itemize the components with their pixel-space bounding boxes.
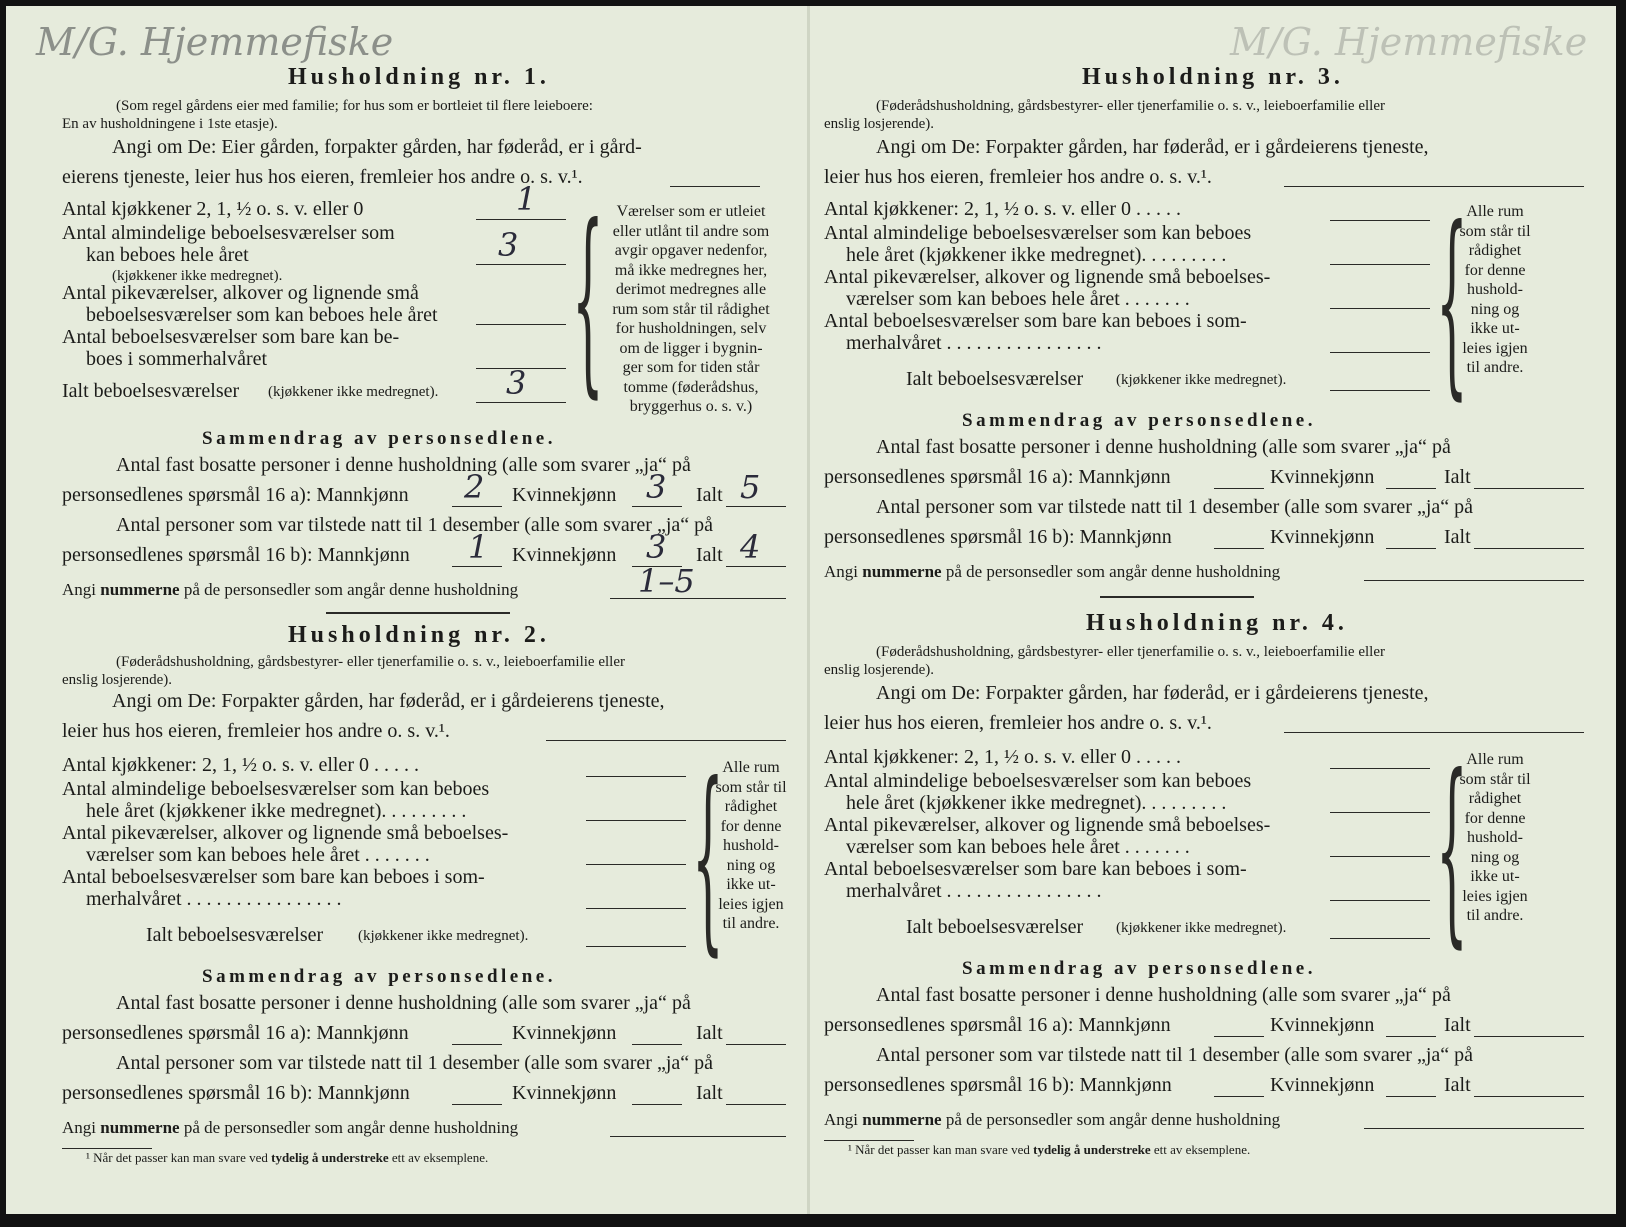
hh4-16a-female-label: Kvinnekjønn [1270, 1014, 1375, 1036]
hh4-rooms-line1: Antal almindelige beboelsesværelser som kan beboes [824, 770, 1252, 792]
hh1-resident-line1: Antal fast bosatte personer i denne husholdning (alle som svarer „ja“ på [116, 454, 691, 476]
hh2-present-line1: Antal personer som var tilstede natt til 1 desember (alle som svarer „ja“ på [116, 1052, 714, 1074]
numbers-suffix: på de personsedler som angår denne husholdning [945, 1110, 1281, 1129]
side-line: Alle rum [722, 759, 780, 776]
hh1-rooms-value: 3 [498, 226, 519, 264]
hh1-kitchens-value: 1 [516, 180, 537, 218]
hh2-16a-total-field[interactable] [726, 1044, 786, 1045]
hh4-resident-line2: personsedlenes spørsmål 16 a): Mannkjønn [824, 1014, 1171, 1036]
hh4-16b-male-field[interactable] [1214, 1096, 1264, 1097]
side-line: eller utlånt til andre som [612, 222, 770, 240]
side-line: ning og [726, 856, 776, 874]
census-form-sheet [6, 6, 1616, 1214]
hh2-title: Husholdning nr. 2. [288, 622, 550, 648]
hh4-question-line2: leier hus hos eieren, fremleier hos andre o. s. v.¹. [824, 712, 1212, 734]
side-line: som står til [1459, 770, 1531, 788]
hh2-rooms-line2: hele året (kjøkkener ikke medregnet). . . . . . . . . [86, 800, 467, 822]
hh1-rooms-field[interactable] [476, 264, 566, 265]
numbers-emphasis: nummerne [100, 580, 180, 599]
hh3-resident-line1: Antal fast bosatte personer i denne husholdning (alle som svarer „ja“ på [876, 436, 1451, 458]
hh1-16a-total-label: Ialt [696, 484, 723, 506]
hh4-question-line1: Angi om De: Forpakter gården, har føderåd, er i gårdeierens tjeneste, [876, 682, 1429, 704]
hh3-occupancy-field[interactable] [1284, 186, 1584, 187]
hh2-16a-male-field[interactable] [452, 1044, 502, 1045]
footnote-rule [62, 1148, 152, 1149]
hh2-present-line2: personsedlenes spørsmål 16 b): Mannkjønn [62, 1082, 410, 1104]
side-line: leies igjen [1462, 339, 1528, 357]
hh1-brace: { [572, 183, 604, 416]
numbers-emphasis: nummerne [862, 562, 942, 581]
side-line: leies igjen [1462, 887, 1528, 905]
hh3-16a-total-label: Ialt [1444, 466, 1471, 488]
side-line: hushold- [1467, 281, 1523, 298]
hh4-16a-male-field[interactable] [1214, 1036, 1264, 1037]
hh1-total-value: 3 [506, 364, 527, 402]
numbers-emphasis: nummerne [100, 1118, 180, 1137]
pencil-annotation-faint: M/G. Hjemmefiske [1230, 20, 1588, 64]
side-line: Alle rum [1466, 203, 1524, 220]
hh3-resident-line2: personsedlenes spørsmål 16 a): Mannkjønn [824, 466, 1171, 488]
footnote-text: ¹ Når det passer kan man svare ved [848, 1142, 1030, 1157]
hh2-total-label: Ialt beboelsesværelser [146, 924, 324, 946]
hh2-total-field[interactable] [586, 946, 686, 947]
hh3-subtitle-line2: enslig losjerende). [824, 116, 934, 132]
hh4-16a-total-label: Ialt [1444, 1014, 1471, 1036]
hh3-numbers-field[interactable] [1364, 580, 1584, 581]
hh3-summer-field[interactable] [1330, 352, 1430, 353]
hh3-maid-rooms-line1: Antal pikeværelser, alkover og lignende små beboelses- [824, 266, 1271, 288]
hh1-total-note: (kjøkkener ikke medregnet). [268, 384, 439, 400]
hh3-16b-male-field[interactable] [1214, 548, 1264, 549]
hh3-kitchens-field[interactable] [1330, 220, 1430, 221]
hh1-resident-line2: personsedlenes spørsmål 16 a): Mannkjønn [62, 484, 409, 506]
hh2-summer-line1: Antal beboelsesværelser som bare kan beboes i som- [62, 866, 485, 888]
hh4-present-line1: Antal personer som var tilstede natt til 1 desember (alle som svarer „ja“ på [876, 1044, 1474, 1066]
hh2-numbers-field[interactable] [610, 1136, 786, 1137]
hh3-16b-total-label: Ialt [1444, 526, 1471, 548]
numbers-prefix: Angi [824, 1110, 858, 1129]
side-line: Alle rum [1466, 751, 1524, 768]
hh4-rooms-line2: hele året (kjøkkener ikke medregnet). . . . . . . . . [846, 792, 1227, 814]
side-line: til andre. [722, 915, 780, 932]
numbers-emphasis: nummerne [862, 1110, 942, 1129]
hh1-rooms-line1: Antal almindelige beboelsesværelser som [62, 222, 395, 244]
hh2-kitchens-field[interactable] [586, 776, 686, 777]
hh2-16b-female-label: Kvinnekjønn [512, 1082, 617, 1104]
hh2-16b-total-label: Ialt [696, 1082, 723, 1104]
hh1-numbers-value: 1–5 [638, 562, 695, 600]
hh2-16b-male-field[interactable] [452, 1104, 502, 1105]
divider [1100, 596, 1254, 598]
hh2-16a-total-label: Ialt [696, 1022, 723, 1044]
hh2-side-note [706, 758, 796, 934]
hh2-summary-title: Sammendrag av personsedlene. [202, 966, 556, 987]
side-line: leies igjen [718, 895, 784, 913]
hh4-brace: { [1436, 733, 1468, 966]
hh4-16b-female-label: Kvinnekjønn [1270, 1074, 1375, 1096]
side-line: rådighet [1468, 790, 1522, 807]
numbers-prefix: Angi [824, 562, 858, 581]
hh4-summer-line2: merhalvåret . . . . . . . . . . . . . . . . [846, 880, 1102, 902]
side-line: må ikke medregnes her, [614, 261, 768, 279]
hh1-subtitle-line1: (Som regel gårdens eier med familie; for hus som er bortleiet til flere leieboere: [116, 98, 593, 114]
hh1-numbers-field[interactable] [610, 598, 786, 599]
hh4-resident-line1: Antal fast bosatte personer i denne husholdning (alle som svarer „ja“ på [876, 984, 1451, 1006]
hh3-title: Husholdning nr. 3. [1082, 64, 1344, 90]
right-page [810, 6, 1600, 1214]
side-line: ikke ut- [1470, 320, 1520, 337]
hh1-16a-total-field[interactable] [726, 506, 786, 507]
hh2-resident-line1: Antal fast bosatte personer i denne husholdning (alle som svarer „ja“ på [116, 992, 691, 1014]
hh3-16b-total-field[interactable] [1474, 548, 1584, 549]
hh4-total-note: (kjøkkener ikke medregnet). [1116, 920, 1287, 936]
hh3-side-note [1450, 202, 1540, 378]
hh3-numbers-line [824, 562, 1280, 582]
hh1-present-line2: personsedlenes spørsmål 16 b): Mannkjønn [62, 544, 410, 566]
hh4-summary-title: Sammendrag av personsedlene. [962, 958, 1316, 979]
hh3-16a-female-field[interactable] [1386, 488, 1436, 489]
hh2-rooms-field[interactable] [586, 820, 686, 821]
hh1-maid-rooms-field[interactable] [476, 324, 566, 325]
hh4-subtitle-line2: enslig losjerende). [824, 662, 934, 678]
hh2-16b-total-field[interactable] [726, 1104, 786, 1105]
hh4-total-field[interactable] [1330, 938, 1430, 939]
hh2-subtitle-line2: enslig losjerende). [62, 672, 172, 688]
numbers-suffix: på de personsedler som angår denne husholdning [945, 562, 1281, 581]
hh1-16b-female-value: 3 [646, 528, 667, 566]
side-line: ger som for tiden står [622, 359, 760, 376]
hh2-16a-female-field[interactable] [632, 1044, 682, 1045]
hh1-16b-male-field[interactable] [452, 566, 502, 567]
numbers-prefix: Angi [62, 1118, 96, 1137]
hh3-total-field[interactable] [1330, 390, 1430, 391]
side-line: for denne [720, 817, 782, 835]
hh1-16a-female-label: Kvinnekjønn [512, 484, 617, 506]
side-line: avgir opgaver nedenfor, [614, 242, 768, 259]
footnote-rule [824, 1140, 914, 1141]
hh1-summary-title: Sammendrag av personsedlene. [202, 428, 556, 449]
hh1-rooms-line2: kan beboes hele året [86, 244, 249, 266]
numbers-prefix: Angi [62, 580, 96, 599]
hh1-16b-total-label: Ialt [696, 544, 723, 566]
hh3-kitchens-label: Antal kjøkkener: 2, 1, ½ o. s. v. eller 0 . . . . . [824, 198, 1181, 220]
hh4-occupancy-field[interactable] [1284, 732, 1584, 733]
hh3-total-label: Ialt beboelsesværelser [906, 368, 1084, 390]
side-line: tomme (føderådshus, [623, 378, 759, 396]
hh2-kitchens-label: Antal kjøkkener: 2, 1, ½ o. s. v. eller 0 . . . . . [62, 754, 419, 776]
hh1-question-line2: eierens tjeneste, leier hus hos eieren, fremleier hos andre o. s. v.¹. [62, 166, 583, 188]
hh1-16b-total-field[interactable] [726, 566, 786, 567]
hh2-maid-rooms-line1: Antal pikeværelser, alkover og lignende små beboelses- [62, 822, 509, 844]
footnote-emphasis: tydelig å understreke [271, 1150, 389, 1165]
hh4-title: Husholdning nr. 4. [1086, 610, 1348, 636]
hh3-summary-title: Sammendrag av personsedlene. [962, 410, 1316, 431]
footnote [86, 1150, 488, 1166]
hh4-rooms-field[interactable] [1330, 812, 1430, 813]
side-line: ning og [1470, 300, 1520, 318]
hh3-present-line2: personsedlenes spørsmål 16 b): Mannkjønn [824, 526, 1172, 548]
left-page [6, 6, 796, 1214]
hh1-16b-total-value: 4 [740, 528, 761, 566]
footnote-text: ¹ Når det passer kan man svare ved [86, 1150, 268, 1165]
hh2-summer-line2: merhalvåret . . . . . . . . . . . . . . . . [86, 888, 342, 910]
hh1-numbers-line [62, 580, 518, 600]
hh1-subtitle-line2: En av husholdningene i 1ste etasje). [62, 116, 278, 132]
hh4-subtitle-line1: (Føderådshusholdning, gårdsbestyrer- eller tjenerfamilie o. s. v., leieboerfamilie eller [876, 644, 1385, 660]
hh4-summer-field[interactable] [1330, 900, 1430, 901]
hh2-16a-female-label: Kvinnekjønn [512, 1022, 617, 1044]
hh3-question-line1: Angi om De: Forpakter gården, har føderåd, er i gårdeierens tjeneste, [876, 136, 1429, 158]
hh4-present-line2: personsedlenes spørsmål 16 b): Mannkjønn [824, 1074, 1172, 1096]
side-line: hushold- [1467, 829, 1523, 846]
footnote [848, 1142, 1250, 1158]
hh3-rooms-line1: Antal almindelige beboelsesværelser som kan beboes [824, 222, 1252, 244]
footnote-suffix: ett av eksemplene. [1153, 1142, 1251, 1157]
hh3-rooms-line2: hele året (kjøkkener ikke medregnet). . . . . . . . . [846, 244, 1227, 266]
numbers-suffix: på de personsedler som angår denne husholdning [183, 1118, 519, 1137]
hh2-16b-female-field[interactable] [632, 1104, 682, 1105]
hh3-question-line2: leier hus hos eieren, fremleier hos andre o. s. v.¹. [824, 166, 1212, 188]
hh1-title: Husholdning nr. 1. [288, 64, 550, 90]
hh3-rooms-field[interactable] [1330, 264, 1430, 265]
hh4-maid-rooms-line2: værelser som kan beboes hele året . . . . . . . [846, 836, 1190, 858]
side-line: for husholdningen, selv [615, 320, 767, 337]
hh3-subtitle-line1: (Føderådshusholdning, gårdsbestyrer- eller tjenerfamilie o. s. v., leieboerfamilie eller [876, 98, 1385, 114]
hh2-maid-rooms-field[interactable] [586, 864, 686, 865]
hh4-16a-total-field[interactable] [1474, 1036, 1584, 1037]
hh2-brace: { [692, 741, 724, 974]
hh4-kitchens-field[interactable] [1330, 768, 1430, 769]
hh4-16b-total-field[interactable] [1474, 1096, 1584, 1097]
hh1-summer-line1: Antal beboelsesværelser som bare kan be- [62, 326, 400, 348]
hh3-16b-female-field[interactable] [1386, 548, 1436, 549]
hh3-16a-total-field[interactable] [1474, 488, 1584, 489]
hh4-maid-rooms-line1: Antal pikeværelser, alkover og lignende små beboelses- [824, 814, 1271, 836]
hh3-16b-female-label: Kvinnekjønn [1270, 526, 1375, 548]
hh2-summer-field[interactable] [586, 908, 686, 909]
hh2-numbers-line [62, 1118, 518, 1138]
hh1-16b-female-label: Kvinnekjønn [512, 544, 617, 566]
hh3-maid-rooms-line2: værelser som kan beboes hele året . . . . . . . [846, 288, 1190, 310]
side-line: derimot medregnes alle [615, 281, 767, 298]
side-line: bryggerhus o. s. v.) [629, 398, 753, 415]
hh2-maid-rooms-line2: værelser som kan beboes hele året . . . . . . . [86, 844, 430, 866]
hh1-side-note [596, 202, 786, 417]
side-line: om de ligger i bygnin- [619, 339, 763, 357]
hh4-maid-rooms-field[interactable] [1330, 856, 1430, 857]
hh3-16a-male-field[interactable] [1214, 488, 1264, 489]
side-line: til andre. [1466, 907, 1524, 924]
hh3-total-note: (kjøkkener ikke medregnet). [1116, 372, 1287, 388]
hh1-16a-male-field[interactable] [452, 506, 502, 507]
hh3-summer-line1: Antal beboelsesværelser som bare kan beboes i som- [824, 310, 1247, 332]
side-line: ikke ut- [1470, 868, 1520, 885]
numbers-suffix: på de personsedler som angår denne husholdning [183, 580, 519, 599]
hh3-16a-female-label: Kvinnekjønn [1270, 466, 1375, 488]
hh3-summer-line2: merhalvåret . . . . . . . . . . . . . . . . [846, 332, 1102, 354]
hh2-resident-line2: personsedlenes spørsmål 16 a): Mannkjønn [62, 1022, 409, 1044]
hh4-numbers-line [824, 1110, 1280, 1130]
hh2-question-line1: Angi om De: Forpakter gården, har føderåd, er i gårdeierens tjeneste, [112, 690, 665, 712]
hh4-side-note [1450, 750, 1540, 926]
hh1-maid-rooms-line2: beboelsesværelser som kan beboes hele året [86, 304, 438, 326]
hh2-subtitle-line1: (Føderådshusholdning, gårdsbestyrer- eller tjenerfamilie o. s. v., leieboerfamilie eller [116, 654, 625, 670]
side-line: til andre. [1466, 359, 1524, 376]
side-line: Værelser som er utleiet [616, 203, 766, 220]
hh1-total-field[interactable] [476, 402, 566, 403]
hh4-kitchens-label: Antal kjøkkener: 2, 1, ½ o. s. v. eller 0 . . . . . [824, 746, 1181, 768]
divider [326, 612, 510, 614]
side-line: som står til [715, 778, 787, 796]
hh1-16b-male-value: 1 [468, 528, 489, 566]
hh1-kitchens-field[interactable] [476, 219, 566, 220]
hh2-question-line2: leier hus hos eieren, fremleier hos andre o. s. v.¹. [62, 720, 450, 742]
hh3-maid-rooms-field[interactable] [1330, 308, 1430, 309]
hh3-present-line1: Antal personer som var tilstede natt til 1 desember (alle som svarer „ja“ på [876, 496, 1474, 518]
hh1-16a-total-value: 5 [740, 468, 761, 506]
hh2-occupancy-field[interactable] [546, 740, 786, 741]
side-line: hushold- [723, 837, 779, 854]
side-line: ning og [1470, 848, 1520, 866]
hh4-16b-total-label: Ialt [1444, 1074, 1471, 1096]
hh2-total-note: (kjøkkener ikke medregnet). [358, 928, 529, 944]
footnote-emphasis: tydelig å understreke [1033, 1142, 1151, 1157]
hh1-occupancy-field[interactable] [670, 186, 760, 187]
hh1-16a-female-field[interactable] [632, 506, 682, 507]
hh4-16b-female-field[interactable] [1386, 1096, 1436, 1097]
side-line: for denne [1464, 261, 1526, 279]
hh1-rooms-line3: (kjøkkener ikke medregnet). [112, 268, 283, 284]
hh4-16a-female-field[interactable] [1386, 1036, 1436, 1037]
side-line: for denne [1464, 809, 1526, 827]
side-line: rådighet [1468, 242, 1522, 259]
hh1-total-label: Ialt beboelsesværelser [62, 380, 240, 402]
hh1-16a-male-value: 2 [464, 468, 485, 506]
side-line: rådighet [724, 798, 778, 815]
side-line: som står til [1459, 222, 1531, 240]
hh1-maid-rooms-line1: Antal pikeværelser, alkover og lignende små [62, 282, 419, 304]
side-line: rum som står til rådighet [612, 300, 770, 318]
side-line: ikke ut- [726, 876, 776, 893]
hh1-summer-line2: boes i sommerhalvåret [86, 348, 268, 370]
hh3-brace: { [1436, 185, 1468, 418]
hh1-present-line1: Antal personer som var tilstede natt til 1 desember (alle som svarer „ja“ på [116, 514, 714, 536]
footnote-suffix: ett av eksemplene. [391, 1150, 489, 1165]
hh2-rooms-line1: Antal almindelige beboelsesværelser som kan beboes [62, 778, 490, 800]
pencil-annotation: M/G. Hjemmefiske [36, 20, 394, 64]
hh4-numbers-field[interactable] [1364, 1128, 1584, 1129]
hh1-kitchens-label: Antal kjøkkener 2, 1, ½ o. s. v. eller 0 [62, 198, 364, 220]
hh4-total-label: Ialt beboelsesværelser [906, 916, 1084, 938]
hh4-summer-line1: Antal beboelsesværelser som bare kan beboes i som- [824, 858, 1247, 880]
hh1-16a-female-value: 3 [646, 468, 667, 506]
hh1-question-line1: Angi om De: Eier gården, forpakter gården, har føderåd, er i gård- [112, 136, 642, 158]
